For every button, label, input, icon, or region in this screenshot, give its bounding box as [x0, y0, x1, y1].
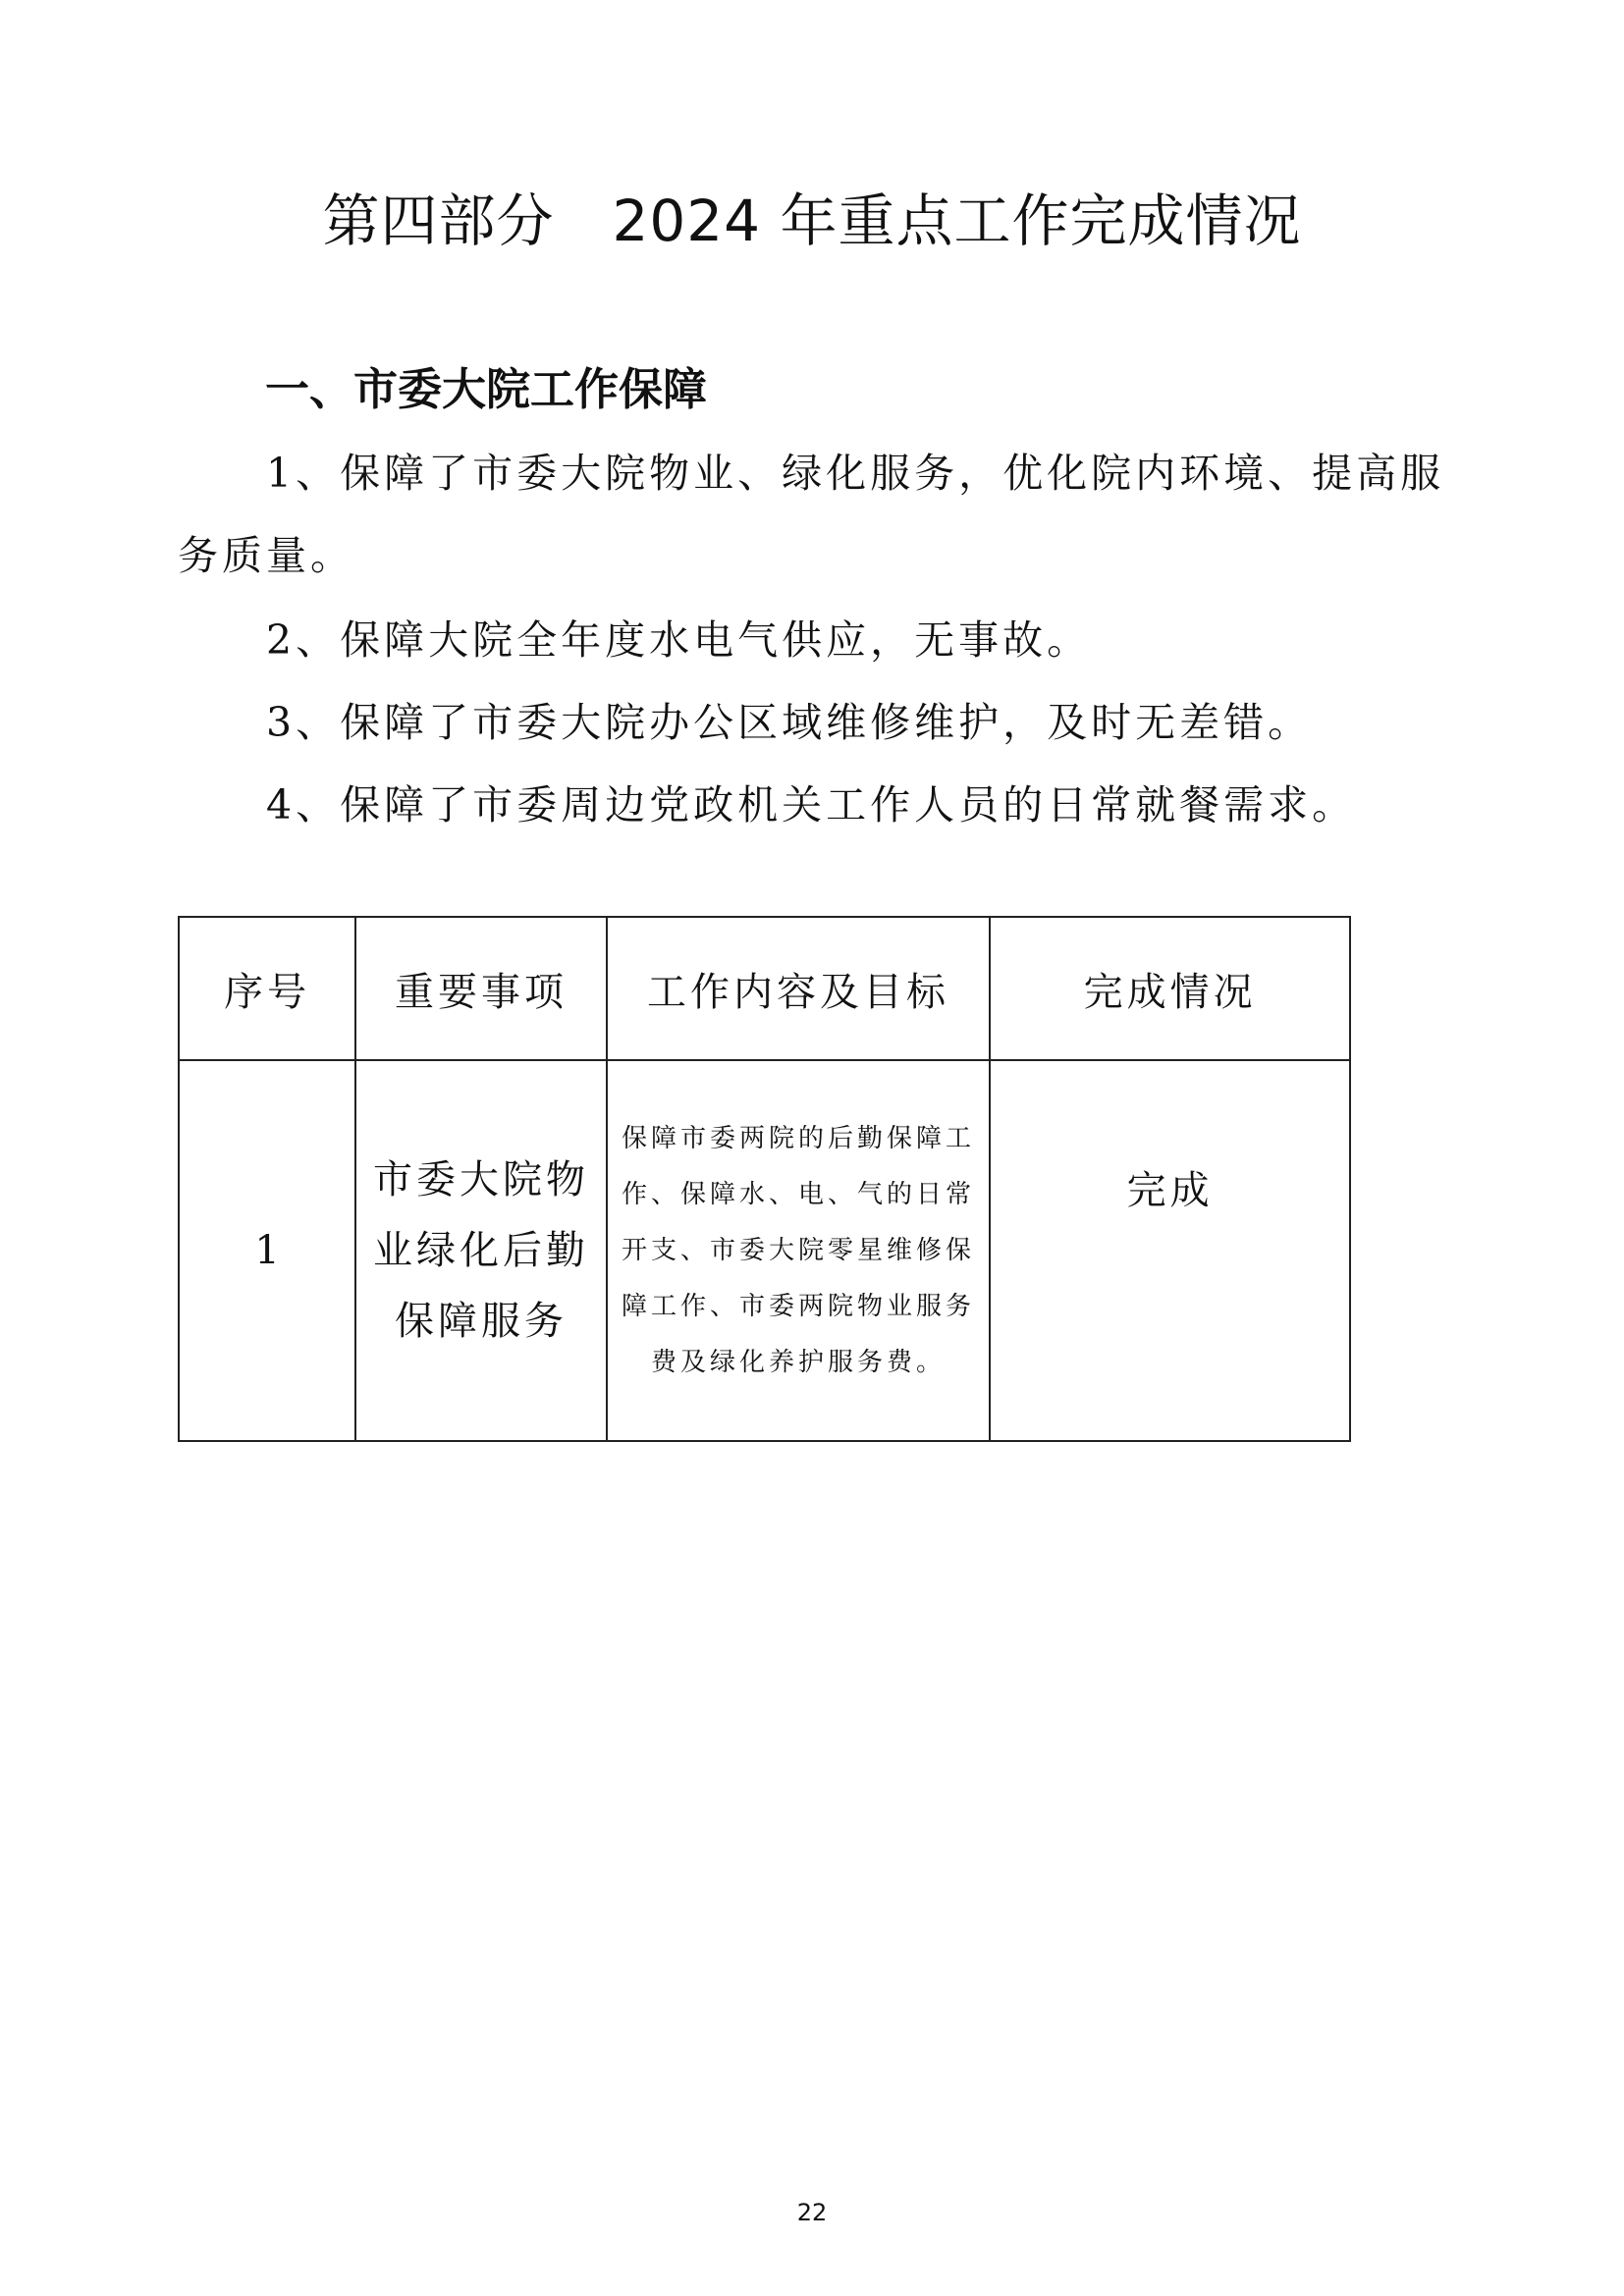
- table-header-row: [179, 917, 1350, 1060]
- table-row: [179, 1060, 1350, 1441]
- cell-status: 完成: [990, 1060, 1350, 1441]
- list-item: 3、保障了市委大院办公区域维修维护，及时无差错。: [266, 699, 1313, 746]
- cell-item: 市委大院物业绿化后勤保障服务: [355, 1060, 606, 1441]
- page-number: 22: [796, 2199, 828, 2226]
- cell-seq: 1: [179, 1060, 355, 1441]
- summary-table: [178, 916, 1351, 1442]
- header-seq: 序号: [179, 917, 355, 1060]
- header-content: 工作内容及目标: [607, 917, 991, 1060]
- page-title: 第四部分 2024 年重点工作完成情况: [322, 187, 1302, 254]
- cell-content: 保障市委两院的后勤保障工作、保障水、电、气的日常开支、市委大院零星维修保障工作、市委两院物业服务费及绿化养护服务费。: [607, 1060, 991, 1441]
- section-heading: 一、市委大院工作保障: [265, 363, 708, 415]
- header-item: 重要事项: [355, 917, 606, 1060]
- list-item: 1、保障了市委大院物业、绿化服务，优化院内环境、提高服务质量。: [178, 450, 1445, 579]
- header-status: 完成情况: [990, 917, 1350, 1060]
- list-item: 4、保障了市委周边党政机关工作人员的日常就餐需求。: [266, 781, 1357, 828]
- list-item: 2、保障大院全年度水电气供应，无事故。: [266, 616, 1092, 664]
